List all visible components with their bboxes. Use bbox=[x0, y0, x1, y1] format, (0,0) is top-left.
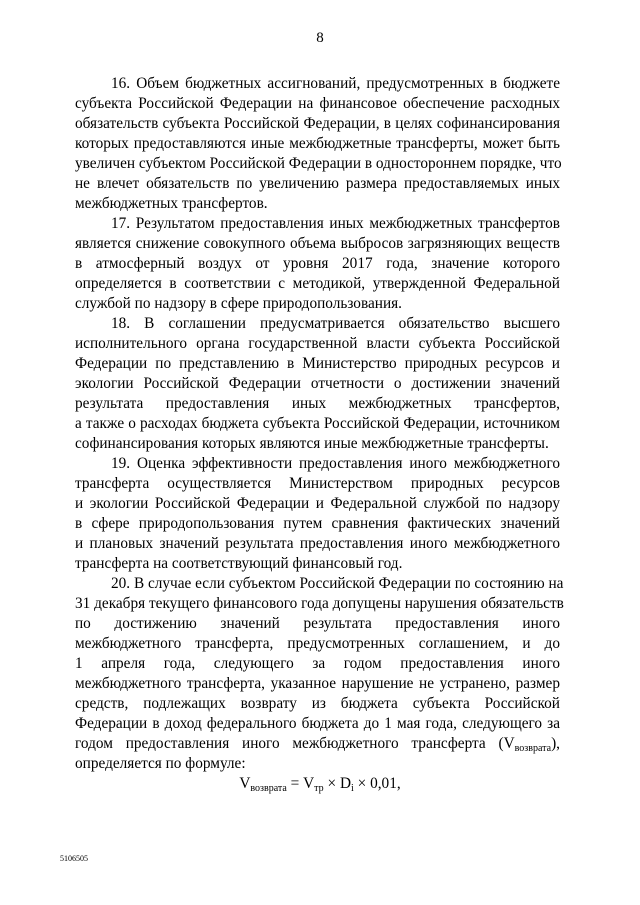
paragraph-line: результата предоставления иных межбюджетных трансфертов, bbox=[75, 395, 560, 412]
formula-lhs-symbol: V bbox=[239, 775, 251, 792]
paragraph bbox=[75, 74, 560, 214]
paragraph-line: Федерации по представлению в Министерство природных ресурсов и bbox=[75, 355, 560, 372]
paragraph-line: службой по надзору в сфере природопользования. bbox=[75, 295, 402, 312]
paragraph-line: средств, подлежащих возврату из бюджета субъекта Российской bbox=[75, 695, 560, 712]
formula-times-1: × bbox=[323, 775, 340, 792]
paragraph-line: увеличен субъектом Российской Федерации в одностороннем порядке, что bbox=[75, 155, 562, 172]
paragraph-line: в сфере природопользования путем сравнения фактических значений bbox=[75, 515, 560, 532]
formula-equals: = bbox=[286, 775, 304, 792]
formula-term1-symbol: V bbox=[303, 775, 315, 792]
paragraph-line: в атмосферный воздух от уровня 2017 года, значение которого bbox=[75, 255, 560, 272]
paragraph bbox=[75, 214, 560, 314]
formula-term1-subscript: тр bbox=[314, 783, 324, 794]
paragraph-line: межбюджетного трансферта, предусмотренных соглашением, и до bbox=[75, 635, 560, 652]
paragraph-line: 19. Оценка эффективности предоставления иного межбюджетного bbox=[111, 455, 560, 472]
formula bbox=[0, 773, 640, 800]
paragraph-line: не влечет обязательств по увеличению размера предоставляемых иных bbox=[75, 175, 560, 192]
paragraph-line: 1 апреля года, следующего за годом предоставления иного bbox=[75, 655, 560, 672]
page-number: 8 bbox=[316, 30, 324, 46]
paragraph-line: экологии Российской Федерации отчетности о достижении значений bbox=[75, 375, 560, 392]
document-body bbox=[75, 74, 564, 774]
paragraph-line: субъекта Российской Федерации на финансовое обеспечение расходных bbox=[75, 95, 560, 112]
paragraph-line: 16. Объем бюджетных ассигнований, предусмотренных в бюджете bbox=[111, 75, 560, 92]
paragraph-line: исполнительного органа государственной власти субъекта Российской bbox=[75, 335, 560, 352]
document-code: 5106505 bbox=[60, 854, 88, 863]
paragraph-line: является снижение совокупного объема выбросов загрязняющих веществ bbox=[75, 235, 560, 252]
paragraph-line: годом предоставления иного межбюджетного трансферта (Vвозврата), bbox=[75, 735, 560, 754]
paragraph bbox=[75, 314, 560, 454]
formula-term2-subscript: i bbox=[351, 783, 354, 794]
paragraph-line: Федерации в доход федерального бюджета до 1 мая года, следующего за bbox=[75, 715, 560, 732]
paragraph-line: межбюджетных трансфертов. bbox=[75, 195, 268, 212]
paragraph-line: межбюджетного трансферта, указанное нарушение не устранено, размер bbox=[75, 675, 560, 692]
paragraph-line: определяется в соответствии с методикой, утвержденной Федеральной bbox=[75, 275, 560, 292]
paragraph-line: а также о расходах бюджета субъекта Российской Федерации, источником bbox=[75, 415, 560, 432]
paragraph bbox=[75, 574, 564, 774]
formula-lhs-subscript: возврата bbox=[250, 783, 287, 794]
paragraph-line: трансферта на соответствующий финансовый год. bbox=[75, 555, 403, 572]
formula-term2-symbol: D bbox=[339, 775, 352, 792]
formula-times-2: × bbox=[353, 775, 371, 792]
paragraph-line: и экологии Российской Федерации и Федеральной службой по надзору bbox=[75, 495, 560, 512]
paragraph-line: и плановых значений результата предоставления иного межбюджетного bbox=[75, 535, 560, 552]
paragraph-line: 18. В соглашении предусматривается обязательство высшего bbox=[111, 315, 560, 332]
paragraph bbox=[75, 454, 560, 574]
paragraph-line: трансферта осуществляется Министерством природных ресурсов bbox=[75, 475, 560, 492]
formula-constant: 0,01, bbox=[370, 775, 401, 792]
paragraph-line: определяется по формуле: bbox=[75, 755, 246, 772]
paragraph-line: 31 декабря текущего финансового года допущены нарушения обязательств bbox=[75, 595, 564, 612]
paragraph-line: обязательств субъекта Российской Федерации, в целях софинансирования bbox=[75, 115, 560, 132]
paragraph-line: 20. В случае если субъектом Российской Федерации по состоянию на bbox=[111, 575, 564, 592]
paragraph-line: 17. Результатом предоставления иных межбюджетных трансфертов bbox=[111, 215, 560, 232]
paragraph-line: которых предоставляются иные межбюджетные трансферты, может быть bbox=[75, 135, 560, 152]
paragraph-line: по достижению значений результата предоставления иного bbox=[75, 615, 560, 632]
paragraph-line: софинансирования которых являются иные межбюджетные трансферты. bbox=[75, 435, 549, 452]
